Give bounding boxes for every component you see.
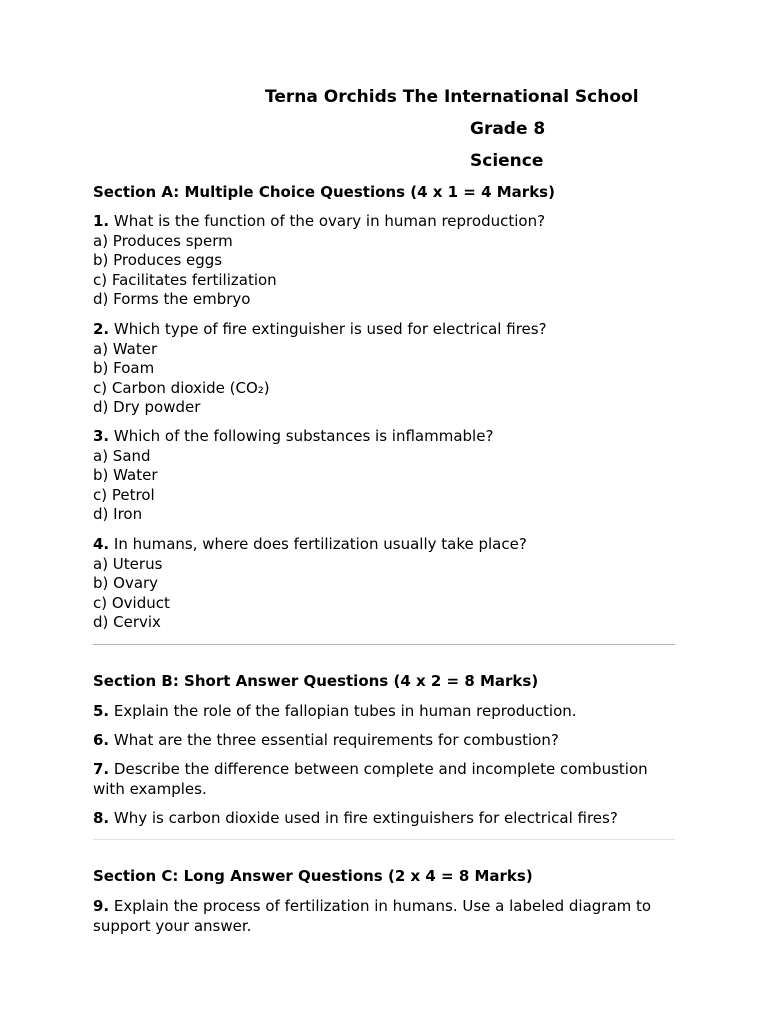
option-2b: b) Foam: [93, 359, 155, 378]
section-b-title: Section B: Short Answer Questions (4 x 2 = 8 Marks): [93, 672, 539, 690]
option-3d: d) Iron: [93, 505, 143, 524]
question-6: [93, 731, 675, 751]
question-7: [93, 760, 675, 799]
question-2-stem: [93, 320, 675, 340]
option-3b: b) Water: [93, 466, 158, 485]
section-b-heading: [93, 672, 675, 692]
section-c-title: Section C: Long Answer Questions (2 x 4 = 8 Marks): [93, 867, 533, 885]
section-a-heading: [93, 183, 675, 203]
question-text: Describe the difference between complete and incomplete combustion with examples.: [93, 760, 648, 798]
option-4b: b) Ovary: [93, 574, 159, 593]
question-text: Explain the role of the fallopian tubes in human reproduction.: [109, 702, 577, 720]
option-4a: a) Uterus: [93, 554, 163, 573]
question-number: 8.: [93, 809, 110, 827]
question-1-stem: [93, 212, 675, 232]
question-9: [93, 897, 675, 936]
option-4d: d) Cervix: [93, 613, 161, 632]
question-number: 7.: [93, 760, 110, 778]
option-3a: a) Sand: [93, 446, 151, 465]
question-3: [93, 427, 675, 525]
question-number: 2.: [93, 320, 110, 338]
question-number: 6.: [93, 731, 110, 749]
option-4c: c) Oviduct: [93, 593, 170, 612]
question-text: Why is carbon dioxide used in fire extinguishers for electrical fires?: [109, 809, 618, 827]
question-text: What is the function of the ovary in human reproduction?: [109, 212, 546, 230]
question-number: 5.: [93, 702, 110, 720]
question-1: [93, 212, 675, 310]
option-1c: c) Facilitates fertilization: [93, 270, 277, 289]
section-divider: [93, 839, 675, 840]
option-1d: d) Forms the embryo: [93, 290, 251, 309]
question-number: 1.: [93, 212, 110, 230]
question-4: [93, 535, 675, 633]
school-name: Terna Orchids The International School: [265, 87, 639, 107]
question-text: Which of the following substances is inflammable?: [109, 427, 494, 445]
option-2d: d) Dry powder: [93, 398, 201, 417]
question-5: [93, 702, 675, 722]
question-text: What are the three essential requirements for combustion?: [109, 731, 559, 749]
question-number: 3.: [93, 427, 110, 445]
option-1b: b) Produces eggs: [93, 251, 223, 270]
option-1a: a) Produces sperm: [93, 231, 233, 250]
question-2: [93, 320, 675, 418]
section-c-heading: [93, 867, 675, 887]
subject-label: Science: [470, 151, 544, 171]
question-number: 9.: [93, 897, 110, 915]
question-text: Which type of fire extinguisher is used for electrical fires?: [109, 320, 547, 338]
section-a-title: Section A: Multiple Choice Questions (4 x 1 = 4 Marks): [93, 183, 555, 201]
option-2a: a) Water: [93, 339, 158, 358]
question-8: [93, 809, 675, 829]
grade-label: Grade 8: [470, 119, 546, 139]
section-divider: [93, 644, 675, 645]
question-4-stem: [93, 535, 675, 555]
question-number: 4.: [93, 535, 110, 553]
option-3c: c) Petrol: [93, 485, 155, 504]
option-2c: c) Carbon dioxide (CO₂): [93, 378, 270, 397]
question-text: In humans, where does fertilization usually take place?: [109, 535, 527, 553]
question-text: Explain the process of fertilization in humans. Use a labeled diagram to support your answer.: [93, 897, 652, 935]
question-3-stem: [93, 427, 675, 447]
